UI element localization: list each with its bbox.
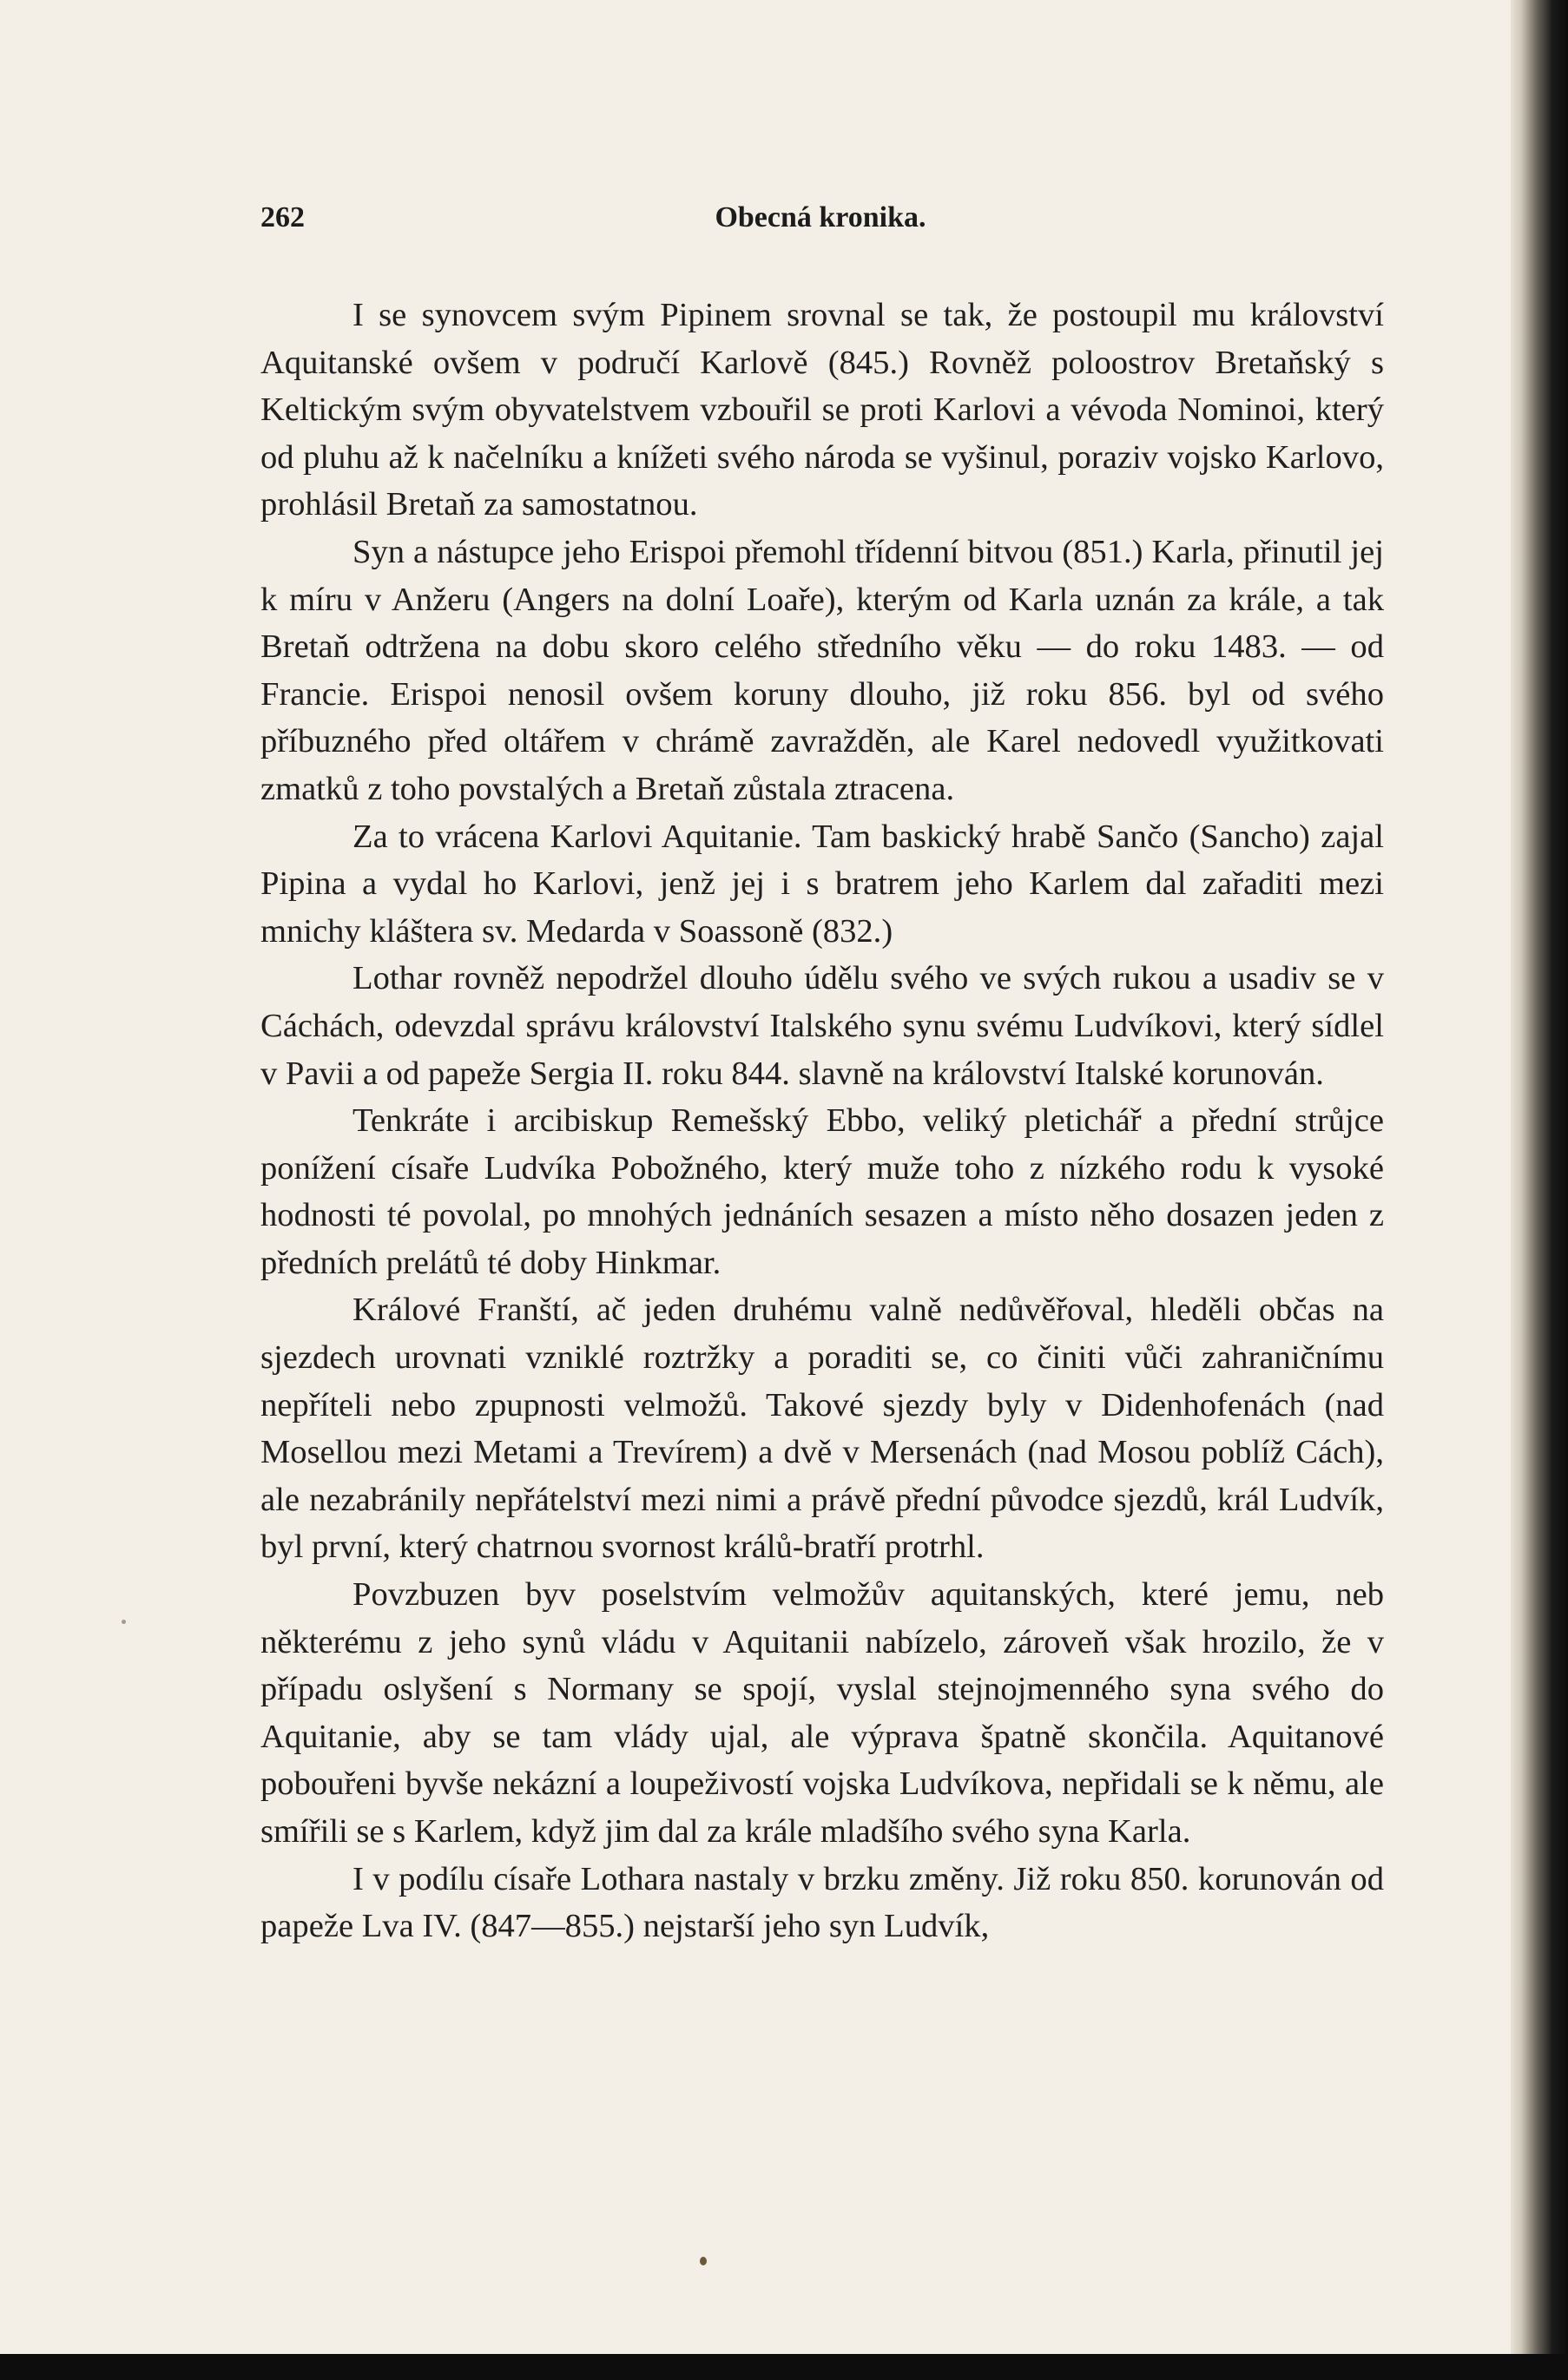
paragraph: Za to vrácena Karlovi Aquitanie. Tam baskický hrabě Sančo (Sancho) zajal Pipina a vydal ho Karlovi, jenž jej i s bratrem jeho Karlem dal zařaditi mezi mnichy kláštera sv. Medarda v Soassoně (832.): [260, 818, 1384, 950]
page-number: 262: [260, 201, 305, 233]
paragraph: Syn a nástupce jeho Erispoi přemohl třídenní bitvou (851.) Karla, přinutil jej k míru v Anžeru (Angers na dolní Loaře), kterým od Karla uznán za krále, a tak Bretaň odtržena na dobu skoro celého středního věku — do roku 1483. — od Francie. Erispoi nenosil ovšem koruny dlouho, již roku 856. byl od svého příbuzného před oltářem v chrámě zavražděn, ale Karel nedovedl využitkovati zmatků z toho povstalých a Bretaň zůstala ztracena.: [260, 533, 1384, 807]
paragraph: Králové Franští, ač jeden druhému valně nedůvěřoval, hleděli občas na sjezdech urovnati vzniklé roztržky a poraditi se, co činiti vůči zahraničnímu nepříteli nebo zpupnosti velmožů. Takové sjezdy byly v Didenhofenách (nad Mosellou mezi Metami a Trevírem) a dvě v Mersenách (nad Mosou poblíž Cách), ale nezabránily nepřátelství mezi nimi a právě přední původce sjezdů, král Ludvík, byl první, který chatrnou svornost králů-bratří protrhl.: [260, 1292, 1384, 1566]
scan-bottom-edge: [0, 2354, 1568, 2380]
paragraph: Lothar rovněž nepodržel dlouho údělu svého ve svých rukou a usadiv se v Cáchách, odevzdal správu království Italského synu svému Ludvíkovi, který sídlel v Pavii a od papeže Sergia II. roku 844. slavně na království Italské korunován.: [260, 960, 1384, 1092]
book-spine-edge: [1511, 0, 1568, 2380]
paragraph: I v podílu císaře Lothara nastaly v brzku změny. Již roku 850. korunován od papeže Lva IV. (847—855.) nejstarší jeho syn Ludvík,: [260, 1860, 1384, 1945]
paragraph: I se synovcem svým Pipinem srovnal se tak, že postoupil mu království Aquitanské ovšem v područí Karlově (845.) Rovněž poloostrov Bretaňský s Keltickým svým obyvatelstvem vzbouřil se proti Karlovi a vévoda Nominoi, který od pluhu až k načelníku a knížeti svého národa se vyšinul, poraziv vojsko Karlovo, prohlásil Bretaň za samostatnou.: [260, 297, 1384, 523]
paragraph: Tenkráte i arcibiskup Remešský Ebbo, veliký pletichář a přední strůjce ponížení císaře Ludvíka Pobožného, který muže toho z nízkého rodu k vysoké hodnosti té povolal, po mnohých jednáních sesazen a místo něho dosazen jeden z předních prelátů té doby Hinkmar.: [260, 1102, 1384, 1281]
running-title: Obecná kronika.: [715, 201, 926, 233]
page-header: [260, 201, 1380, 240]
paper-speck: [122, 1620, 126, 1624]
ink-speck: [700, 2257, 707, 2265]
page-body: [260, 292, 1384, 1950]
paragraph: Povzbuzen byv poselstvím velmožův aquitanských, které jemu, neb některému z jeho synů vládu v Aquitanii nabízelo, zároveň však hrozilo, že v případu oslyšení s Normany se spojí, vyslal stejnojmenného syna svého do Aquitanie, aby se tam vlády ujal, ale výprava špatně skončila. Aquitanové pobouřeni byvše nekázní a loupeživostí vojska Ludvíkova, nepřidali se k němu, ale smířili se s Karlem, když jim dal za krále mladšího svého syna Karla.: [260, 1576, 1384, 1850]
